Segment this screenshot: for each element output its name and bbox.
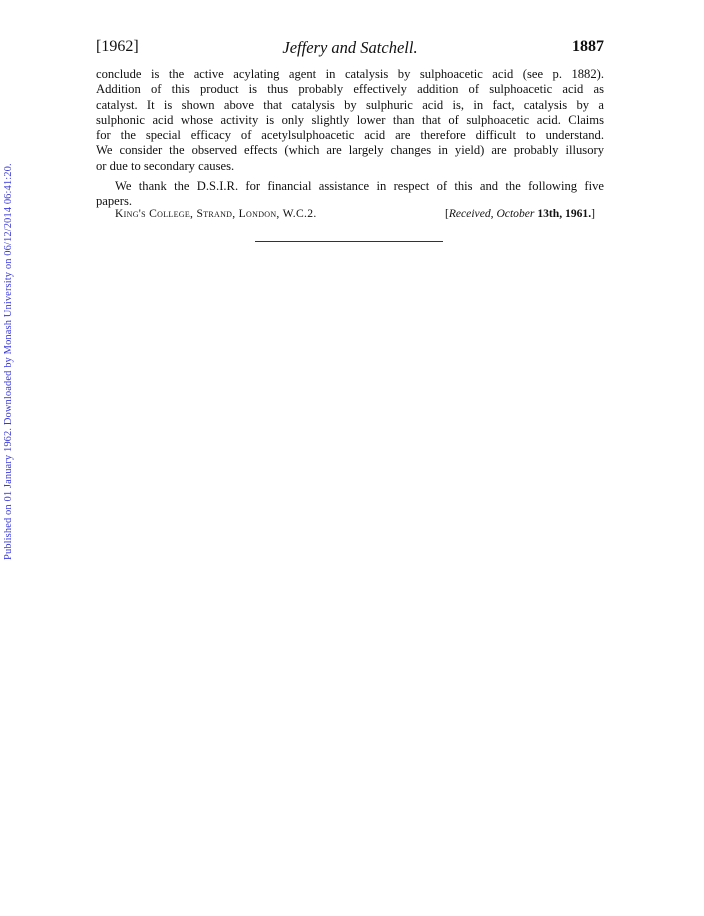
download-notice (3, 160, 19, 560)
article-body (96, 67, 604, 210)
text-line: for the special efficacy of acetylsulphoacetic acid are therefore difficult to understand. (96, 128, 604, 143)
received-year: 1961. (562, 207, 592, 220)
text-line: Addition of this product is thus probably effectively addition of sulphoacetic acid as (96, 82, 604, 97)
download-notice-text: Published on 01 January 1962. Downloaded by Monash University on 06/12/2014 06:41:20. (3, 163, 14, 560)
text-line: sulphonic acid whose activity is only slightly lower than that of sulphoacetic acid. Claims (96, 112, 604, 127)
running-head (96, 38, 604, 60)
text-line: We thank the D.S.I.R. for financial assistance in respect of this and the following five (115, 179, 604, 194)
text-line: conclude is the active acylating agent in catalysis by sulphoacetic acid (see p. 1882). (96, 67, 604, 81)
text-line: or due to secondary causes. (96, 158, 235, 173)
received-label: Received, October (448, 207, 538, 220)
running-head-authors: Jeffery and Satchell. (282, 38, 418, 57)
institution-address: King's College, Strand, London, W.C.2. (115, 207, 317, 220)
affiliation-line (115, 207, 595, 223)
page-number: 1887 (572, 38, 604, 55)
received-day: 13th, (537, 207, 563, 220)
paragraph-acknowledgement (96, 179, 604, 210)
text-line: We consider the observed effects (which are largely changes in yield) are probably illusory (96, 143, 604, 158)
article-end-rule (255, 241, 443, 242)
received-close-bracket: ] (591, 207, 595, 220)
text-line: catalyst. It is shown above that catalysis by sulphuric acid is, in fact, catalysis by a (96, 97, 604, 112)
text-line: papers. (96, 194, 133, 209)
running-head-year: [1962] (96, 38, 139, 55)
received-open-bracket: [ (444, 207, 449, 220)
paragraph-conclusion (96, 67, 604, 174)
received-date (445, 207, 595, 220)
